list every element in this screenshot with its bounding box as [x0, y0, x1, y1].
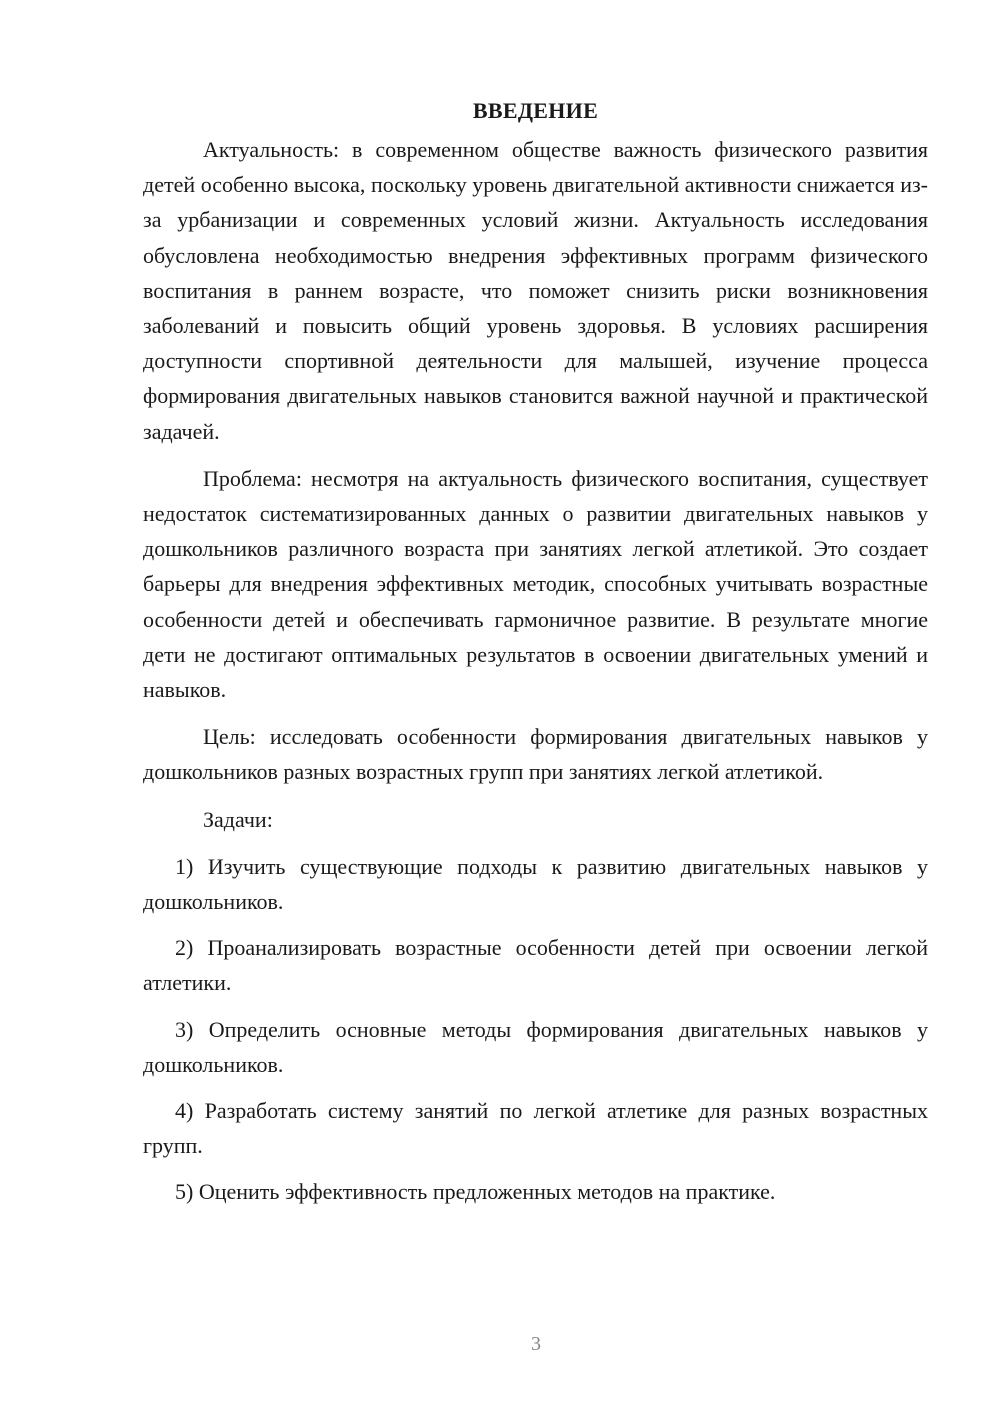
task-item: 5) Оценить эффективность предложенных методов на практике.: [175, 1179, 776, 1205]
page-number: 3: [531, 1333, 541, 1355]
goal-paragraph: Цель: исследовать особенности формирования двигательных навыков у дошкольников разных возрастных групп при занятиях легкой атлетикой.: [143, 724, 928, 785]
problem-paragraph: Проблема: несмотря на актуальность физического воспитания, существует недостаток систематизированных данных о развитии двигательных навыков у дошкольников различного возраста при занятиях легкой атлетикой. Это создает барьеры для внедрения эффективных методик, способных учитывать возрастные особенности детей и обеспечивать гармоничное развитие. В результате многие дети не достигают оптимальных результатов в освоении двигательных умений и навыков.: [143, 465, 928, 703]
task-item: 3) Определить основные методы формирования двигательных навыков у дошкольников.: [143, 1016, 928, 1077]
relevance-paragraph: Актуальность: в современном обществе важность физического развития детей особенно высока, поскольку уровень двигательной активности снижается из-за урбанизации и современных условий жизни. Актуальность исследования обусловлена необходимостью внедрения эффективных программ физического воспитания в раннем возрасте, что поможет снизить риски возникновения заболеваний и повысить общий уровень здоровья. В условиях расширения доступности спортивной деятельности для малышей, изучение процесса формирования двигательных навыков становится важной научной и практической задачей.: [143, 137, 928, 444]
section-heading: ВВЕДЕНИЕ: [472, 98, 599, 123]
task-item: 1) Изучить существующие подходы к развитию двигательных навыков у дошкольников.: [143, 853, 928, 915]
task-item: 4) Разработать систему занятий по легкой атлетике для разных возрастных групп.: [143, 1098, 928, 1159]
task-item: 2) Проанализировать возрастные особенности детей при освоении легкой атлетики.: [143, 935, 928, 996]
tasks-label: Задачи:: [203, 806, 273, 832]
document-page: [143, 96, 928, 1221]
